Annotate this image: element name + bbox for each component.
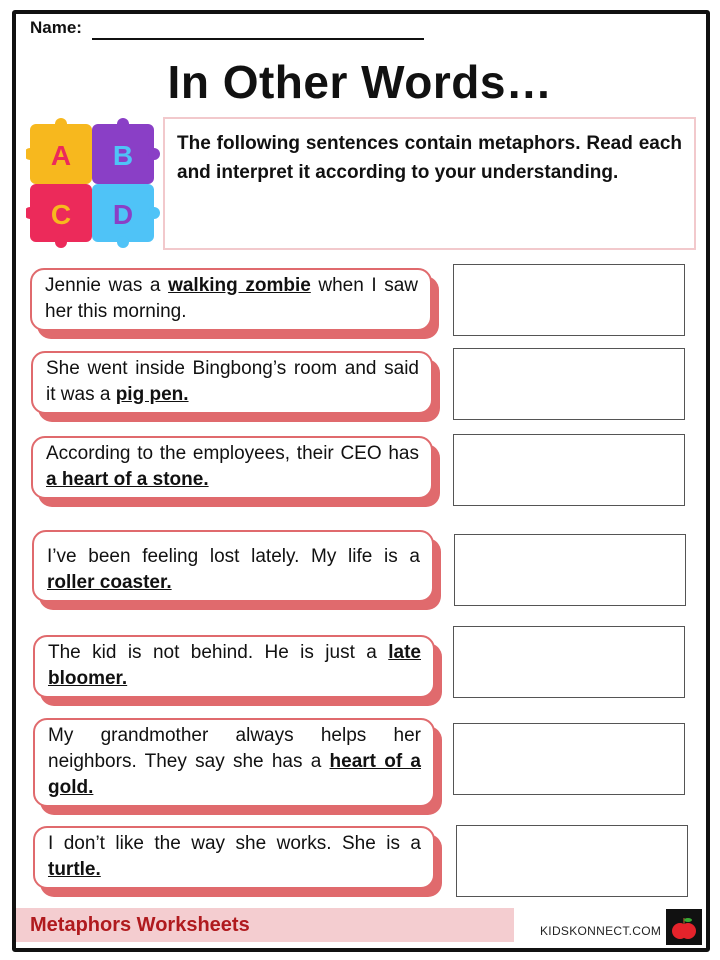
question-card-2: She went inside Bingbong’s room and said it was a pig pen. [31,351,433,414]
puzzle-piece-b [92,118,160,184]
answer-box-6[interactable] [453,723,685,795]
svg-text:B: B [112,140,134,171]
question-card-5: The kid is not behind. He is just a late bloomer. [33,635,435,698]
puzzle-piece-c [26,184,92,248]
answer-box-2[interactable] [453,348,685,420]
brand-name: KIDSKONNECT.COM [540,924,662,938]
question-card-6: My grandmother always helps her neighbors. They say she has a heart of a gold. [33,718,435,807]
metaphor-phrase: walking zombie [168,275,311,296]
metaphor-phrase: late bloomer. [48,642,421,689]
metaphor-phrase: turtle. [48,859,101,880]
metaphor-phrase: roller coaster. [47,572,172,593]
question-card-4: I’ve been feeling lost lately. My life is a roller coaster. [32,530,434,602]
instructions-box [163,117,696,250]
question-card-7: I don’t like the way she works. She is a turtle. [33,826,435,889]
metaphor-phrase: heart of a gold. [48,751,421,798]
svg-text:A: A [50,140,72,171]
apple-logo-icon [666,909,702,945]
metaphor-phrase: a heart of a stone. [46,469,209,490]
abc-puzzle-icon [26,118,160,248]
answer-box-4[interactable] [454,534,686,606]
name-field[interactable] [92,38,424,40]
metaphor-phrase: pig pen. [115,384,189,405]
instructions-text: The following sentences contain metaphors. Read each and interpret it according to your understanding. [177,133,682,183]
answer-box-5[interactable] [453,626,685,698]
svg-text:D: D [112,199,134,230]
puzzle-piece-d [92,184,160,248]
worksheet-title: In Other Words… [167,56,553,108]
question-card-3: According to the employees, their CEO has a heart of a stone. [31,436,433,499]
name-label: Name: [30,18,82,37]
puzzle-piece-a [26,118,92,184]
answer-box-1[interactable] [453,264,685,336]
answer-box-3[interactable] [453,434,685,506]
question-card-1: Jennie was a walking zombie when I saw her this morning. [30,268,432,331]
footer-title: Metaphors Worksheets [30,914,250,936]
answer-box-7[interactable] [456,825,688,897]
svg-text:C: C [50,199,72,230]
